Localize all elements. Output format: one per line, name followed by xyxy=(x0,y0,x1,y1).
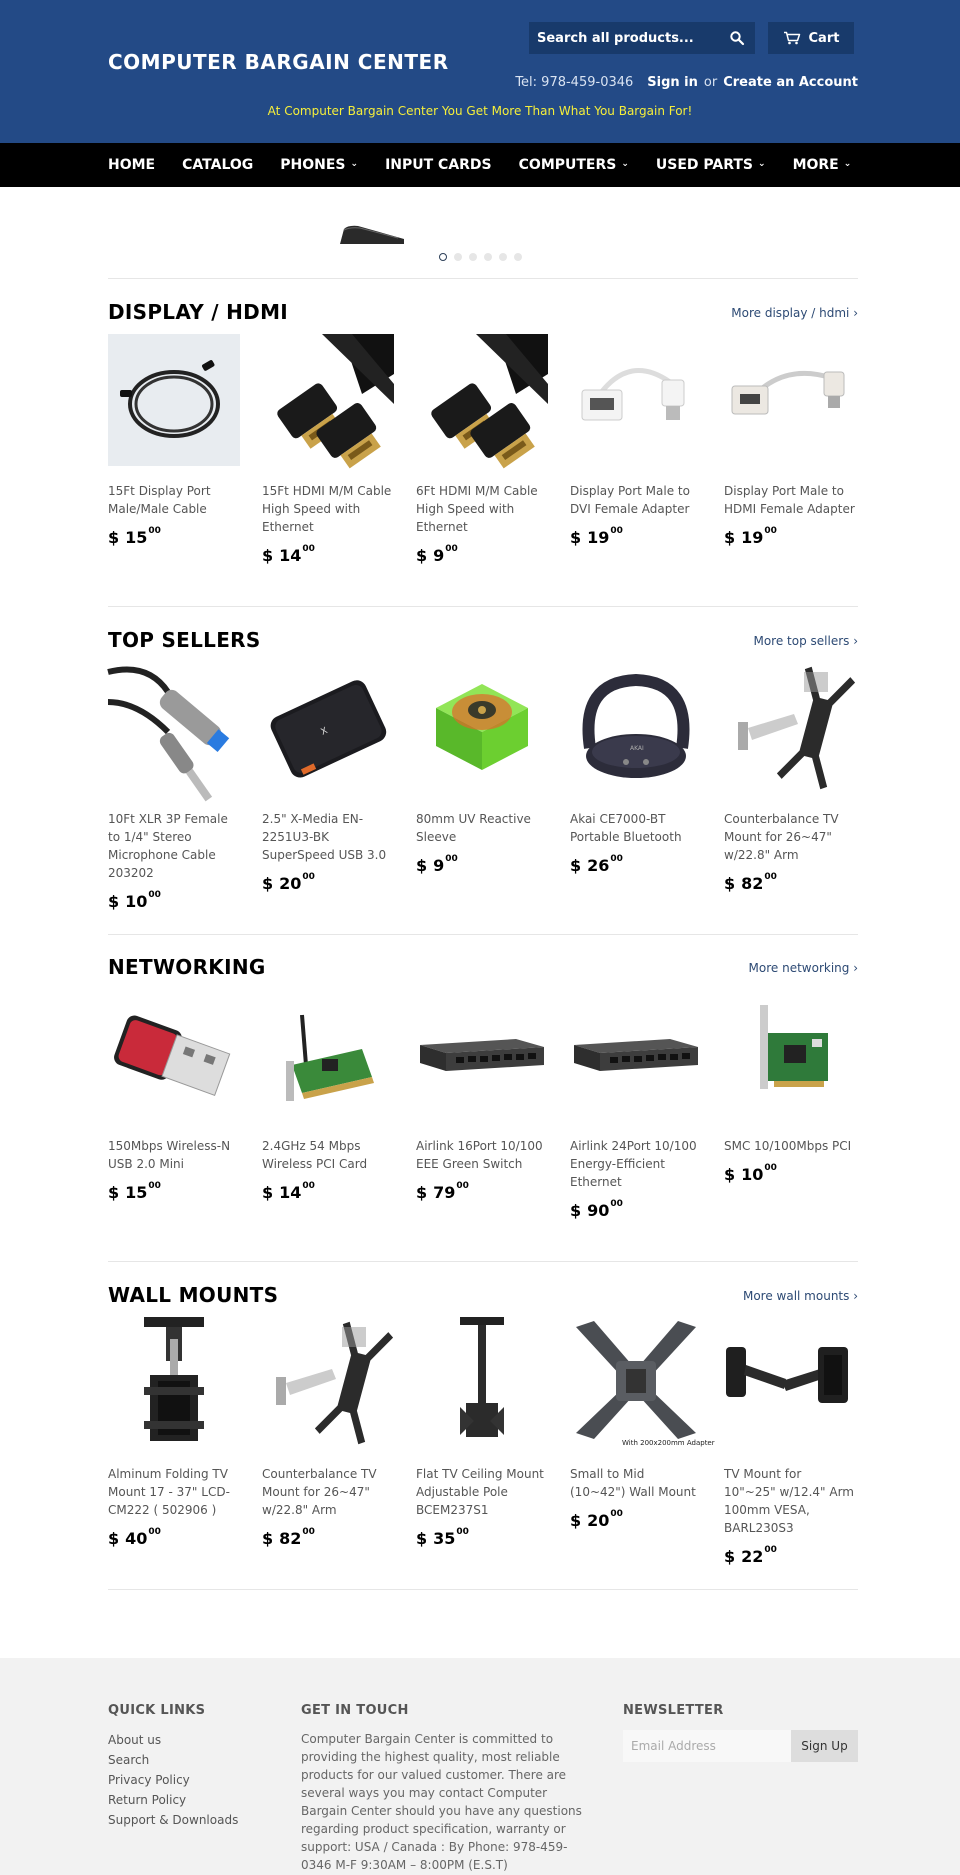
product-grid xyxy=(108,1319,858,1566)
product-card[interactable] xyxy=(108,336,240,565)
price-cents: 00 xyxy=(456,1527,469,1537)
price-currency: $ xyxy=(570,528,582,547)
phone-number: Tel: 978-459-0346 xyxy=(515,75,634,90)
price-currency: $ xyxy=(416,1529,428,1548)
product-card[interactable] xyxy=(570,664,702,911)
cart-label: Cart xyxy=(808,30,840,46)
chevron-down-icon: ⌄ xyxy=(843,159,852,169)
price-cents: 00 xyxy=(610,854,623,864)
product-image[interactable] xyxy=(108,336,240,468)
product-price xyxy=(416,546,548,565)
product-name[interactable]: Counterbalance TV Mount for 26~47" w/22.8" Arm xyxy=(262,1467,377,1517)
product-image[interactable] xyxy=(108,991,240,1123)
price-dollars: 79 xyxy=(433,1183,456,1202)
product-card[interactable] xyxy=(570,991,702,1220)
svg-text:With 200x200mm Adapter: With 200x200mm Adapter xyxy=(622,1439,715,1447)
product-price xyxy=(416,856,548,875)
dvi-adapter-icon xyxy=(570,334,702,470)
price-cents: 00 xyxy=(610,1509,623,1519)
coiled-cable-icon xyxy=(108,334,240,470)
vesa-mount-icon xyxy=(570,1317,715,1453)
price-dollars: 22 xyxy=(741,1547,764,1566)
product-price xyxy=(108,528,240,547)
price-cents: 00 xyxy=(764,1545,777,1555)
or-text: or xyxy=(703,75,718,90)
product-name[interactable]: Airlink 24Port 10/100 Energy-Efficient Ethernet xyxy=(570,1139,697,1189)
product-name[interactable]: Small to Mid (10~42") Wall Mount xyxy=(570,1467,696,1499)
price-cents: 00 xyxy=(148,1181,161,1191)
product-grid xyxy=(108,664,858,911)
section-title: WALL MOUNTS xyxy=(108,1283,279,1307)
product-name[interactable]: Display Port Male to DVI Female Adapter xyxy=(570,484,690,516)
footer-link-search[interactable]: Search xyxy=(108,1753,150,1767)
price-dollars: 82 xyxy=(741,874,764,893)
price-dollars: 90 xyxy=(587,1201,610,1220)
hdd-enclosure-icon xyxy=(262,662,394,798)
ceiling-mount-icon xyxy=(108,1317,240,1453)
slide-product-icon xyxy=(338,225,404,244)
price-cents: 00 xyxy=(764,526,777,536)
network-switch-icon xyxy=(416,989,548,1125)
more-link[interactable]: More networking › xyxy=(748,961,858,975)
price-dollars: 26 xyxy=(587,856,610,875)
price-currency: $ xyxy=(108,1529,120,1548)
product-price xyxy=(570,1511,702,1530)
product-image[interactable] xyxy=(570,1319,715,1451)
price-currency: $ xyxy=(262,1183,274,1202)
product-card[interactable] xyxy=(262,664,394,911)
product-price xyxy=(262,874,394,893)
product-name[interactable]: Airlink 16Port 10/100 EEE Green Switch xyxy=(416,1139,543,1171)
product-name[interactable]: 15Ft Display Port Male/Male Cable xyxy=(108,484,211,516)
price-cents: 00 xyxy=(302,544,315,554)
pole-mount-icon xyxy=(416,1317,548,1453)
product-card[interactable] xyxy=(416,1319,548,1566)
product-price xyxy=(262,546,394,565)
price-currency: $ xyxy=(570,856,582,875)
tagline: At Computer Bargain Center You Get More Than What You Bargain For! xyxy=(267,104,693,118)
usb-dongle-icon xyxy=(108,989,240,1125)
chevron-down-icon: ⌄ xyxy=(350,159,359,169)
nav-item-label: PHONES xyxy=(280,157,346,173)
price-currency: $ xyxy=(724,528,736,547)
product-image[interactable] xyxy=(724,664,856,796)
nav-item-more[interactable] xyxy=(793,157,852,173)
footer-link-support-downloads[interactable]: Support & Downloads xyxy=(108,1813,239,1827)
nav-item-computers[interactable] xyxy=(519,157,629,173)
more-link[interactable]: More wall mounts › xyxy=(742,1289,858,1303)
price-cents: 00 xyxy=(302,1527,315,1537)
nav-item-label: MORE xyxy=(792,157,839,173)
product-card[interactable] xyxy=(108,664,240,911)
price-dollars: 14 xyxy=(279,546,302,565)
price-cents: 00 xyxy=(610,526,623,536)
product-card[interactable] xyxy=(724,336,856,565)
slideshow-dots xyxy=(439,253,522,261)
price-dollars: 35 xyxy=(433,1529,456,1548)
contact-text: Computer Bargain Center is committed to providing the highest quality, most reliable products for our valued customer. There are several ways you may contact Computer Bargain Center should you have any questions regarding product specification, warranty or support: USA / Canada : By Phone: 978-459-0346 M-F 9:30AM – 8:00PM (E.S.T) xyxy=(301,1732,582,1872)
product-price xyxy=(724,1547,856,1566)
section-title: NETWORKING xyxy=(108,955,266,979)
arm-mount-icon xyxy=(724,662,856,798)
section-title: TOP SELLERS xyxy=(108,628,261,652)
product-price xyxy=(108,892,240,911)
product-name[interactable]: 150Mbps Wireless-N USB 2.0 Mini xyxy=(108,1139,231,1171)
product-price xyxy=(416,1183,548,1202)
product-card[interactable] xyxy=(724,664,856,911)
product-price xyxy=(724,528,856,547)
hdmi-plugs-icon xyxy=(416,334,548,470)
arm-mount-icon xyxy=(262,1317,394,1453)
nav-list xyxy=(108,143,851,187)
price-currency: $ xyxy=(262,546,274,565)
product-name[interactable]: 2.5" X-Media EN-2251U3-BK SuperSpeed USB 3.0 xyxy=(262,812,387,862)
sign-in-link[interactable]: Sign in xyxy=(647,75,698,90)
price-dollars: 14 xyxy=(279,1183,302,1202)
product-price xyxy=(570,1201,702,1220)
more-link[interactable]: More display / hdmi › xyxy=(731,306,858,320)
slide-dot-6[interactable] xyxy=(514,253,522,261)
product-name[interactable]: 6Ft HDMI M/M Cable High Speed with Ethernet xyxy=(416,484,538,534)
divider xyxy=(108,1261,858,1262)
footer-link-privacy-policy[interactable]: Privacy Policy xyxy=(108,1773,190,1787)
speaker-icon xyxy=(570,662,702,798)
price-cents: 00 xyxy=(610,1199,623,1209)
price-currency: $ xyxy=(570,1511,582,1530)
price-currency: $ xyxy=(262,1529,274,1548)
footer-link-about-us[interactable]: About us xyxy=(108,1733,162,1747)
product-price xyxy=(108,1529,240,1548)
quick-links-list xyxy=(108,1730,238,1830)
search-input[interactable] xyxy=(529,22,719,54)
price-currency: $ xyxy=(724,1547,736,1566)
product-image[interactable] xyxy=(108,1319,240,1451)
product-image[interactable] xyxy=(416,1319,548,1451)
product-price xyxy=(724,874,856,893)
product-grid xyxy=(108,991,858,1220)
search-bar xyxy=(529,22,755,54)
product-image[interactable] xyxy=(416,664,548,796)
product-price xyxy=(570,856,702,875)
product-price xyxy=(262,1529,394,1548)
product-name[interactable]: SMC 10/100Mbps PCI xyxy=(724,1139,852,1153)
price-cents: 00 xyxy=(302,872,315,882)
price-cents: 00 xyxy=(445,544,458,554)
product-image[interactable] xyxy=(262,1319,394,1451)
hdmi-adapter-icon xyxy=(724,334,856,470)
price-dollars: 40 xyxy=(125,1529,148,1548)
price-currency: $ xyxy=(724,1165,736,1184)
product-image[interactable] xyxy=(724,991,856,1123)
product-name[interactable]: TV Mount for 10"~25" w/12.4" Arm 100mm VESA, BARL230S3 xyxy=(724,1467,854,1535)
svg-text:X: X xyxy=(319,726,330,738)
product-image[interactable] xyxy=(724,336,856,468)
main-nav xyxy=(0,143,960,187)
price-currency: $ xyxy=(416,1183,428,1202)
section-title: DISPLAY / HDMI xyxy=(108,300,289,324)
cart-button[interactable] xyxy=(768,22,854,54)
product-card[interactable] xyxy=(416,336,548,565)
product-image[interactable] xyxy=(570,991,702,1123)
product-price xyxy=(108,1183,240,1202)
search-icon xyxy=(730,31,744,45)
header-contact xyxy=(515,75,858,90)
product-card[interactable] xyxy=(108,1319,240,1566)
chevron-down-icon: ⌄ xyxy=(758,159,766,169)
price-dollars: 19 xyxy=(741,528,764,547)
get-in-touch-title: GET IN TOUCH xyxy=(301,1703,409,1718)
price-dollars: 15 xyxy=(125,1183,148,1202)
price-dollars: 10 xyxy=(125,892,148,911)
product-name[interactable]: 10Ft XLR 3P Female to 1/4" Stereo Microphone Cable 203202 xyxy=(108,812,228,880)
divider xyxy=(108,934,858,935)
product-card[interactable] xyxy=(570,1319,715,1566)
price-dollars: 82 xyxy=(279,1529,302,1548)
product-card[interactable] xyxy=(724,1319,856,1566)
product-name[interactable]: Akai CE7000-BT Portable Bluetooth xyxy=(570,812,682,844)
xlr-cable-icon xyxy=(108,662,240,798)
product-image[interactable] xyxy=(416,336,548,468)
price-currency: $ xyxy=(570,1201,582,1220)
chevron-down-icon: ⌄ xyxy=(621,159,629,169)
nav-item-input-cards[interactable] xyxy=(385,157,492,173)
divider xyxy=(108,1589,858,1590)
price-cents: 00 xyxy=(148,526,161,536)
sign-up-button[interactable]: Sign Up xyxy=(791,1730,858,1762)
nav-item-label: CATALOG xyxy=(182,157,254,173)
product-name[interactable]: 15Ft HDMI M/M Cable High Speed with Ethernet xyxy=(262,484,392,534)
more-link[interactable]: More top sellers › xyxy=(753,634,858,648)
product-card[interactable] xyxy=(262,336,394,565)
price-dollars: 9 xyxy=(433,856,445,875)
price-dollars: 9 xyxy=(433,546,445,565)
slide-dot-1[interactable] xyxy=(439,253,447,261)
create-account-link[interactable]: Create an Account xyxy=(723,75,858,90)
nav-item-phones[interactable] xyxy=(280,157,358,173)
site-footer xyxy=(0,1658,960,1875)
product-name[interactable]: Alminum Folding TV Mount 17 - 37" LCD-CM222 ( 502906 ) xyxy=(108,1467,230,1517)
nav-item-label: USED PARTS xyxy=(655,157,754,173)
cart-icon xyxy=(783,31,801,45)
nav-item-label: HOME xyxy=(108,157,156,173)
product-price xyxy=(724,1165,856,1184)
email-field[interactable] xyxy=(623,1730,791,1762)
slide-dot-5[interactable] xyxy=(499,253,507,261)
product-card[interactable] xyxy=(724,991,856,1220)
price-currency: $ xyxy=(724,874,736,893)
divider xyxy=(108,278,858,279)
product-card[interactable] xyxy=(416,664,548,911)
nav-item-label: COMPUTERS xyxy=(518,157,617,173)
site-header xyxy=(0,0,960,143)
case-fan-icon xyxy=(416,662,548,798)
price-dollars: 19 xyxy=(587,528,610,547)
product-price xyxy=(262,1183,394,1202)
product-image[interactable] xyxy=(262,991,394,1123)
pci-card-icon xyxy=(724,989,856,1125)
price-currency: $ xyxy=(108,1183,120,1202)
nav-item-used-parts[interactable] xyxy=(656,157,766,173)
product-image[interactable] xyxy=(262,336,394,468)
quick-links-title: QUICK LINKS xyxy=(108,1703,206,1718)
slideshow-image[interactable] xyxy=(338,225,404,244)
product-image[interactable] xyxy=(724,1319,856,1451)
product-image[interactable] xyxy=(570,664,702,796)
price-dollars: 15 xyxy=(125,528,148,547)
price-currency: $ xyxy=(262,874,274,893)
product-card[interactable] xyxy=(262,1319,394,1566)
price-cents: 00 xyxy=(764,1163,777,1173)
price-dollars: 20 xyxy=(587,1511,610,1530)
product-image[interactable] xyxy=(262,664,394,796)
search-button[interactable] xyxy=(719,22,755,54)
svg-text:AKAI: AKAI xyxy=(630,745,644,752)
price-dollars: 10 xyxy=(741,1165,764,1184)
newsletter-title: NEWSLETTER xyxy=(623,1703,724,1718)
site-logo[interactable]: COMPUTER BARGAIN CENTER xyxy=(108,50,449,74)
product-name[interactable]: Counterbalance TV Mount for 26~47" w/22.8" Arm xyxy=(724,812,839,862)
product-name[interactable]: 80mm UV Reactive Sleeve xyxy=(416,812,531,844)
slide-dot-4[interactable] xyxy=(484,253,492,261)
product-card[interactable] xyxy=(108,991,240,1220)
wifi-pci-card-icon xyxy=(262,989,394,1125)
price-cents: 00 xyxy=(764,872,777,882)
product-card[interactable] xyxy=(262,991,394,1220)
nav-item-catalog[interactable] xyxy=(182,157,253,173)
price-dollars: 20 xyxy=(279,874,302,893)
nav-item-label: INPUT CARDS xyxy=(385,157,492,173)
price-currency: $ xyxy=(108,892,120,911)
price-cents: 00 xyxy=(456,1181,469,1191)
product-price xyxy=(570,528,702,547)
hdmi-plugs-icon xyxy=(262,334,394,470)
product-name[interactable]: Flat TV Ceiling Mount Adjustable Pole BCEM237S1 xyxy=(416,1467,544,1517)
price-currency: $ xyxy=(416,546,428,565)
footer-link-return-policy[interactable]: Return Policy xyxy=(108,1793,187,1807)
network-switch-icon xyxy=(570,989,702,1125)
swing-arm-mount-icon xyxy=(724,1317,856,1453)
product-name[interactable]: 2.4GHz 54 Mbps Wireless PCI Card xyxy=(262,1139,368,1171)
product-image[interactable] xyxy=(108,664,240,796)
product-card[interactable] xyxy=(570,336,702,565)
slide-dot-2[interactable] xyxy=(454,253,462,261)
product-name[interactable]: Display Port Male to HDMI Female Adapter xyxy=(724,484,855,516)
product-image[interactable] xyxy=(416,991,548,1123)
price-currency: $ xyxy=(108,528,120,547)
product-card[interactable] xyxy=(416,991,548,1220)
nav-item-home[interactable] xyxy=(108,157,155,173)
price-cents: 00 xyxy=(445,854,458,864)
product-image[interactable] xyxy=(570,336,702,468)
price-cents: 00 xyxy=(302,1181,315,1191)
product-price xyxy=(416,1529,548,1548)
price-currency: $ xyxy=(416,856,428,875)
price-cents: 00 xyxy=(148,1527,161,1537)
divider xyxy=(108,606,858,607)
product-grid xyxy=(108,336,858,565)
price-cents: 00 xyxy=(148,890,161,900)
slide-dot-3[interactable] xyxy=(469,253,477,261)
